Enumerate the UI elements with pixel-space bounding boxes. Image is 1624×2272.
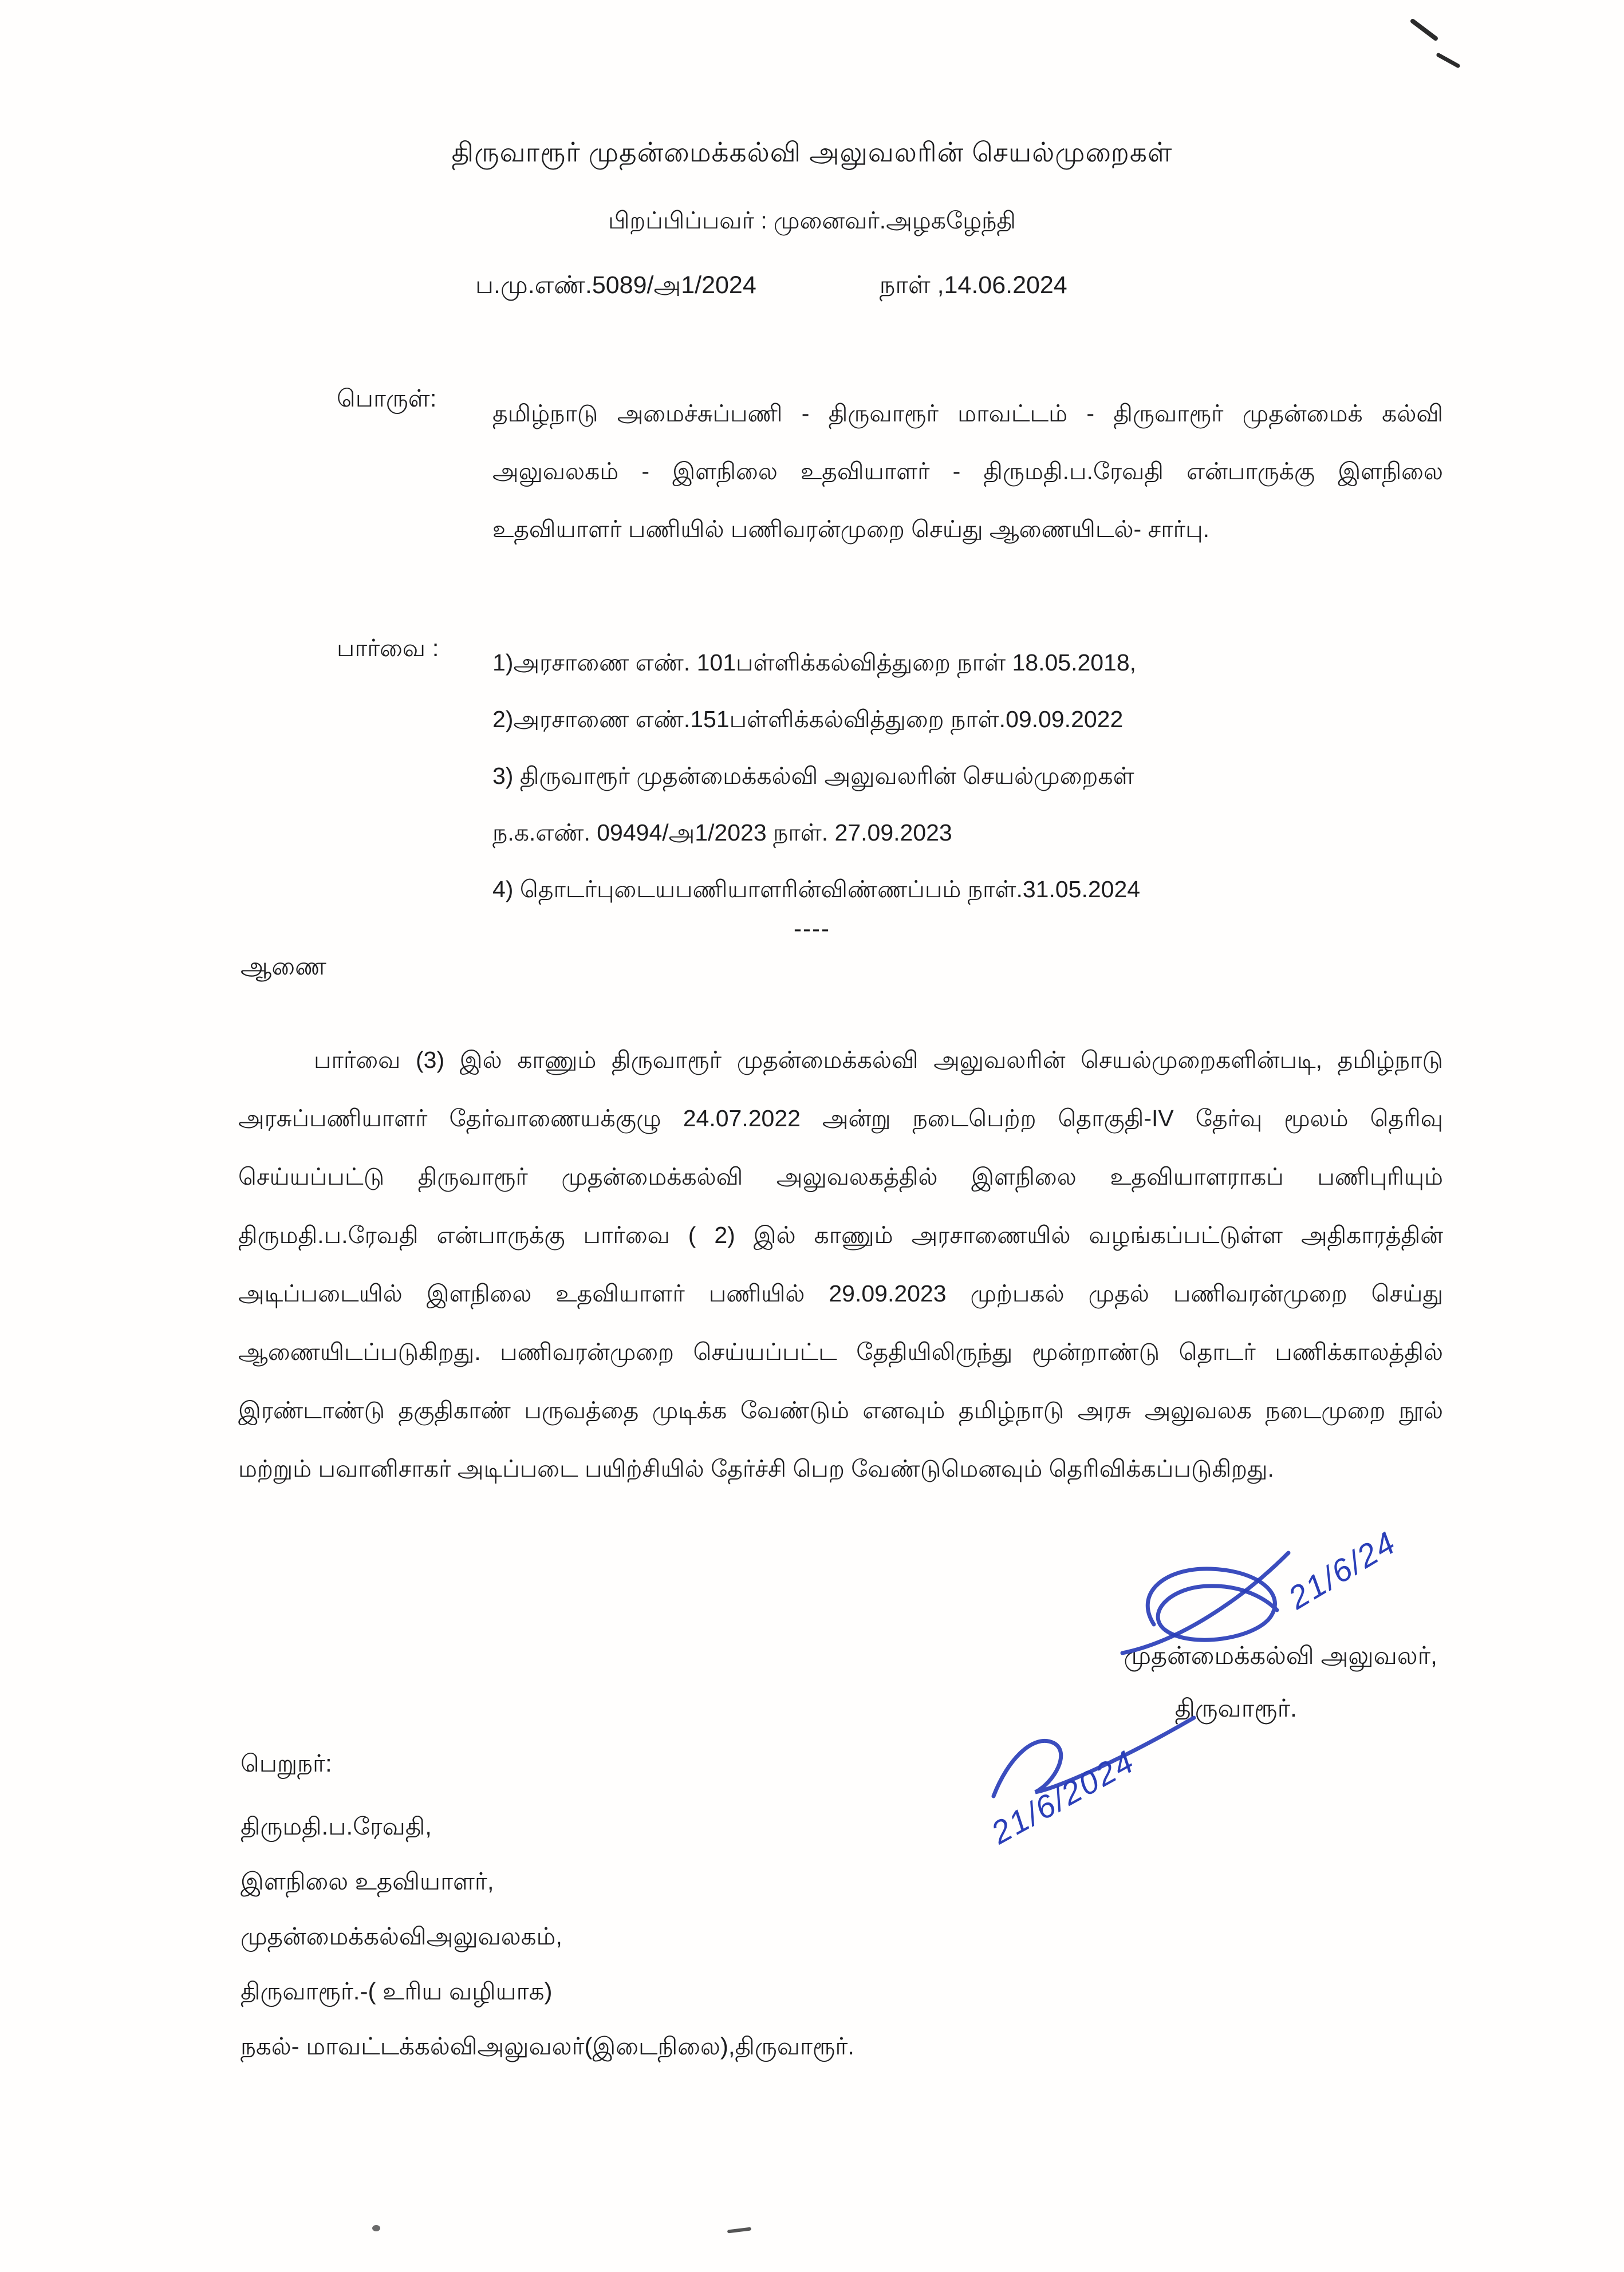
recipient-line-designation: இளநிலை உதவியாளர், xyxy=(241,1868,494,1895)
signature-tail-stroke-icon xyxy=(1122,1553,1288,1653)
handwritten-signature-lower xyxy=(968,1702,1231,1873)
signature-scribble-icon xyxy=(1148,1569,1277,1640)
subject-text: தமிழ்நாடு அமைச்சுப்பணி - திருவாரூர் மாவட்டம் - திருவாரூர் முதன்மைக் கல்வி அலுவலகம் - இளநிலை உதவியாளர் - திருமதி.ப.ரேவதி என்பாருக்கு இளநிலை உதவியாளர் பணியில் பணிவரன்முறை செய்து ஆணையிடல்- சார்பு. xyxy=(492,400,1443,542)
reference-number-line xyxy=(475,271,1067,302)
reference-item-1: 1)அரசாணை எண். 101பள்ளிக்கல்வித்துறை நாள் 18.05.2018, xyxy=(492,649,1137,676)
document-title: திருவாரூர் முதன்மைக்கல்வி அலுவலரின் செயல்முறைகள் xyxy=(451,137,1173,167)
order-body-paragraph: பார்வை (3) இல் காணும் திருவாரூர் முதன்மைக்கல்வி அலுவலரின் செயல்முறைகளின்படி, தமிழ்நாடு அரசுப்பணியாளர் தேர்வாணையக்குழு 24.07.2022 அன்று நடைபெற்ற தொகுதி-IV தேர்வு மூலம் தெரிவு செய்யப்பட்டு திருவாரூர் முதன்மைக்கல்வி அலுவலகத்தில் இளநிலை உதவியாளராகப் பணிபுரியும் திருமதி.ப.ரேவதி என்பாருக்கு பார்வை ( 2) இல் காணும் அரசாணையில் வழங்கப்பட்டுள்ள அதிகாரத்தின் அடிப்படையில் இளநிலை உதவியாளர் பணியில் 29.09.2023 முற்பகல் முதல் பணிவரன்முறை செய்து ஆணையிடப்படுகிறது. பணிவரன்முறை செய்யப்பட்ட தேதியிலிருந்து மூன்றாண்டு தொடர் பணிக்காலத்தில் இரண்டாண்டு தகுதிகாண் பருவத்தை முடிக்க வேண்டும் எனவும் தமிழ்நாடு அரசு அலுவலக நடைமுறை நூல் மற்றும் பவானிசாகர் அடிப்படை பயிற்சியில் தேர்ச்சி பெற வேண்டுமெனவும் தெரிவிக்கப்படுகிறது. xyxy=(238,1047,1443,1482)
order-heading: ஆணை xyxy=(241,953,326,980)
scan-artifact-bottom-center xyxy=(727,2227,751,2233)
reference-item-3-continued: ந.க.எண். 09494/அ1/2023 நாள். 27.09.2023 xyxy=(492,819,952,846)
issuer-line: பிறப்பிப்பவர் : முனைவர்.அழகழேந்தி xyxy=(608,207,1016,234)
recipient-line-name: திருமதி.ப.ரேவதி, xyxy=(241,1813,432,1840)
file-number: ப.மு.எண்.5089/அ1/2024 xyxy=(475,271,756,299)
signatory-place: திருவாரூர். xyxy=(1174,1695,1297,1722)
scan-artifact-bottom-left xyxy=(372,2225,380,2231)
scan-artifact-top-right-1 xyxy=(1409,18,1438,41)
handwritten-date-lower: 21/6/2024 xyxy=(985,1742,1141,1851)
reference-item-2: 2)அரசாணை எண்.151பள்ளிக்கல்வித்துறை நாள்.09.09.2022 xyxy=(492,706,1124,732)
references-label: பார்வை : xyxy=(337,634,439,661)
signature-block xyxy=(1124,1639,1437,1726)
recipient-line-place: திருவாரூர்.-( உரிய வழியாக) xyxy=(241,1978,553,2005)
signature-stroke-icon xyxy=(994,1718,1194,1796)
separator-dashes: ---- xyxy=(794,915,830,942)
recipient-label: பெறுநர்: xyxy=(241,1750,332,1777)
recipient-line-office: முதன்மைக்கல்விஅலுவலகம், xyxy=(241,1923,562,1950)
signatory-designation: முதன்மைக்கல்வி அலுவலர், xyxy=(1124,1642,1437,1670)
handwritten-date-upper: 21/6/24 xyxy=(1282,1524,1403,1616)
reference-item-3: 3) திருவாரூர் முதன்மைக்கல்வி அலுவலரின் செயல்முறைகள் xyxy=(492,763,1134,789)
reference-item-4: 4) தொடர்புடையபணியாளரின்விண்ணப்பம் நாள்.31.05.2024 xyxy=(492,876,1141,902)
document-date: நாள் ,14.06.2024 xyxy=(879,271,1067,299)
copy-to-line: நகல்- மாவட்டக்கல்விஅலுவலர்(இடைநிலை),திருவாரூர். xyxy=(241,2033,854,2060)
subject-label: பொருள்: xyxy=(337,385,437,412)
scan-artifact-top-right-2 xyxy=(1436,52,1461,68)
recipient-section xyxy=(241,1736,854,2074)
references-list xyxy=(492,634,1466,918)
